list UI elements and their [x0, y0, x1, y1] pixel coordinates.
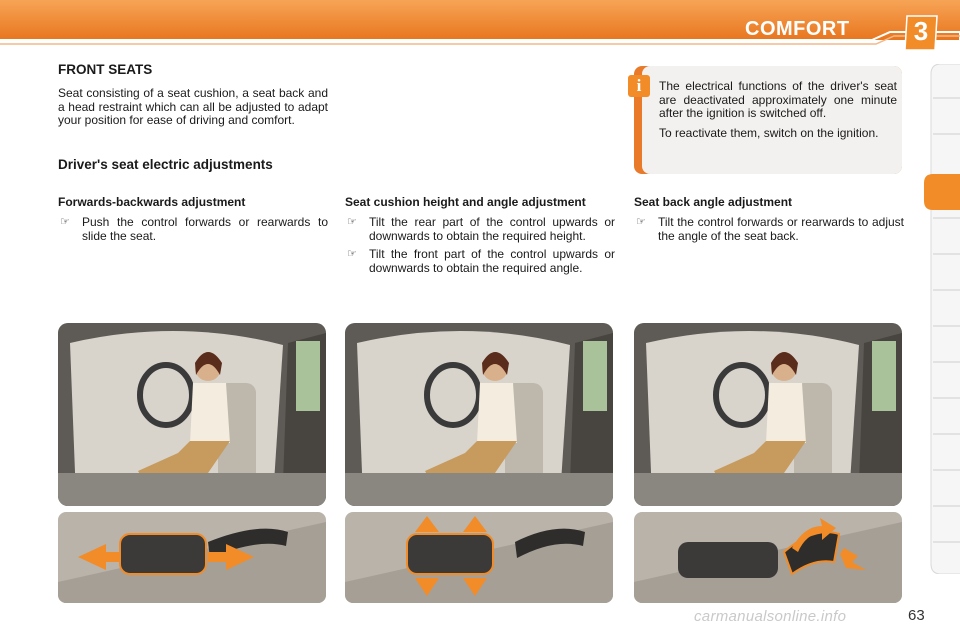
chapter-number: 3: [913, 16, 929, 46]
info-icon: i: [628, 75, 650, 97]
page-number: 63: [908, 607, 925, 624]
pointing-hand-icon: ☞: [60, 216, 70, 228]
column-heading: Seat cushion height and angle adjustment: [345, 195, 586, 209]
column-seat-back-angle: [634, 196, 904, 248]
subsection-title: Driver's seat electric adjustments: [58, 157, 273, 172]
info-paragraph: To reactivate them, switch on the ignition.: [659, 125, 879, 140]
column-cushion-height-angle: [345, 196, 615, 280]
seat-control-back-angle-diagram: [634, 512, 902, 603]
bullet-item: [634, 216, 904, 243]
column-forwards-backwards: [58, 196, 328, 248]
seat-control-slide-diagram: [58, 512, 326, 603]
intro-paragraph: Seat consisting of a seat cushion, a seat back and a head restraint which can all be adjusted to adapt your position for ease of driving and comfort.: [58, 86, 328, 127]
driver-seat-illustration: [634, 323, 902, 506]
section-title: FRONT SEATS: [58, 62, 153, 77]
chapter-title: COMFORT: [745, 18, 850, 40]
watermark: carmanualsonline.info: [694, 608, 847, 625]
bullet-text: Push the control forwards or rearwards to slide the seat.: [82, 215, 328, 243]
column-heading: Seat back angle adjustment: [634, 195, 793, 209]
info-text: [659, 80, 897, 146]
bullet-text: Tilt the control forwards or rearwards to adjust the angle of the seat back.: [658, 215, 904, 243]
bullet-text: Tilt the front part of the control upwards or downwards to obtain the required angle.: [369, 247, 615, 275]
bullet-item: [345, 216, 615, 243]
bullet-item: [345, 248, 615, 275]
info-paragraph: The electrical functions of the driver's seat are deactivated approximately one minute after the ignition is switched off.: [659, 79, 897, 120]
chapter-tab-strip: [927, 64, 960, 574]
driver-seat-illustration: [58, 323, 326, 506]
column-heading: Forwards-backwards adjustment: [58, 195, 246, 209]
pointing-hand-icon: ☞: [347, 216, 357, 228]
driver-seat-illustration: [345, 323, 613, 506]
pointing-hand-icon: ☞: [347, 248, 357, 260]
active-chapter-tab[interactable]: [921, 172, 960, 212]
seat-control-height-angle-diagram: [345, 512, 613, 603]
bullet-text: Tilt the rear part of the control upwards or downwards to obtain the required height.: [369, 215, 615, 243]
bullet-item: [58, 216, 328, 243]
pointing-hand-icon: ☞: [636, 216, 646, 228]
